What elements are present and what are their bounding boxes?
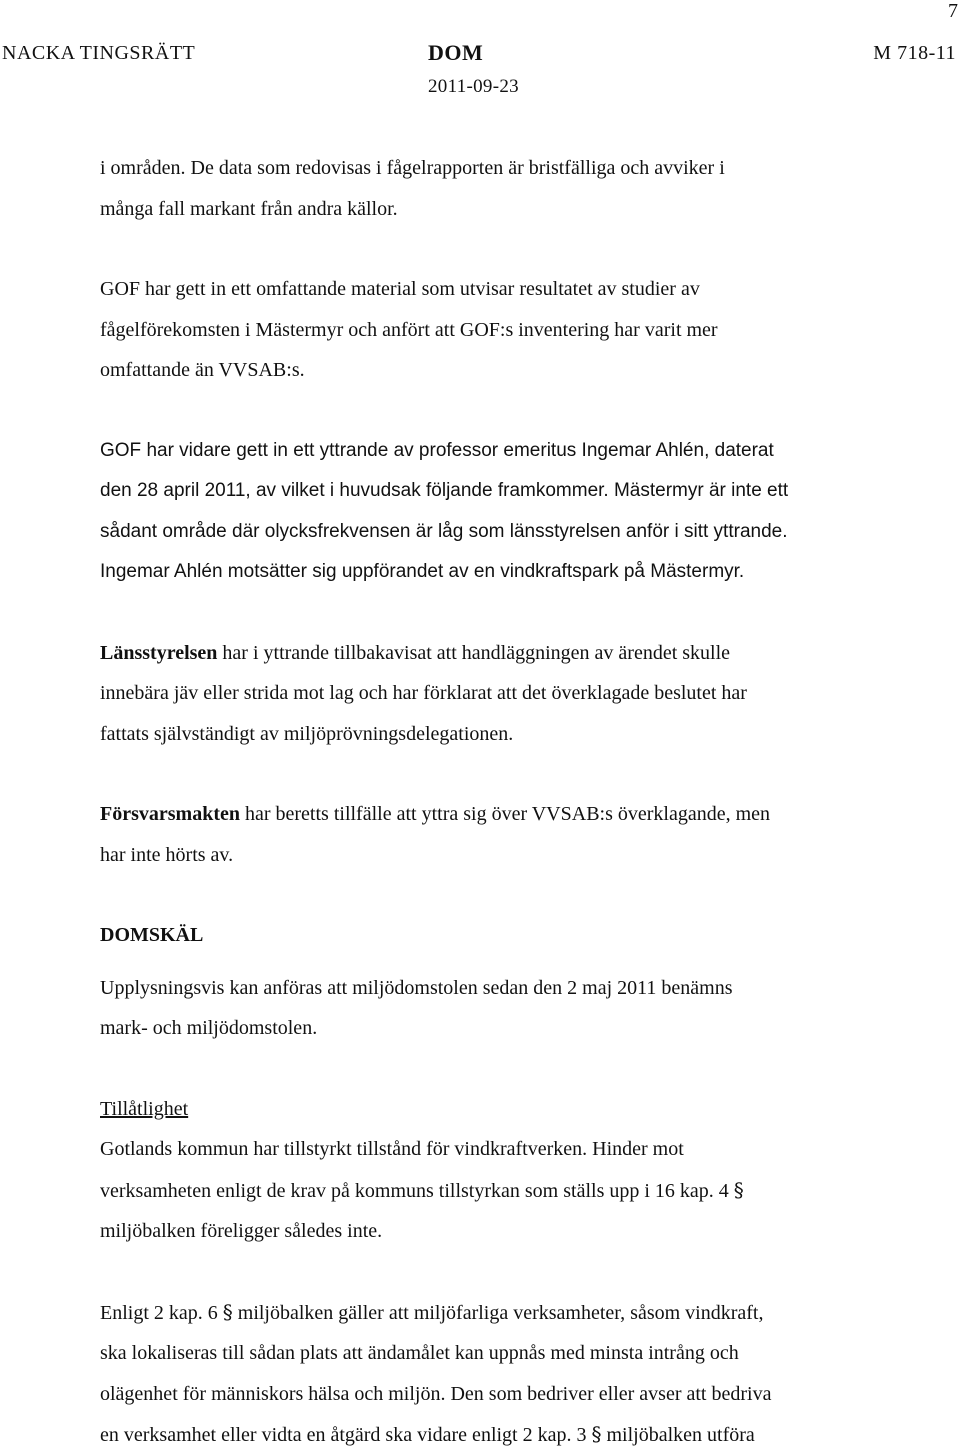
text-line: verksamheten enligt de krav på kommuns tillstyrkan som ställs upp i 16 kap. 4 bbox=[100, 1179, 729, 1202]
paragraph-localisation bbox=[100, 1292, 890, 1456]
text-line: olägenhet för människors hälsa och miljön. Den som bedriver eller avser att bedriva bbox=[100, 1382, 772, 1405]
text-line: GOF har vidare gett in ett yttrande av professor emeritus Ingemar Ahlén, daterat bbox=[100, 439, 774, 461]
paragraph-lansstyrelsen bbox=[100, 633, 890, 755]
document-date: 2011-09-23 bbox=[428, 76, 519, 97]
text-line: innebära jäv eller strida mot lag och har förklarat att det överklagade beslutet har bbox=[100, 682, 747, 704]
section-sign: § bbox=[222, 1299, 233, 1324]
section-sign: § bbox=[591, 1422, 602, 1446]
page-number: 7 bbox=[948, 0, 958, 22]
document-body bbox=[100, 148, 890, 1456]
text-line: fågelförekomsten i Mästermyr och anfört att GOF:s inventering har varit mer bbox=[100, 318, 718, 341]
text-line: Gotlands kommun har tillstyrkt tillstånd för vindkraftverken. Hinder mot bbox=[100, 1138, 684, 1160]
text-line: mark- och miljödomstolen. bbox=[100, 1017, 318, 1039]
party-name: Försvarsmakten bbox=[100, 803, 240, 825]
text-line: har beretts tillfälle att yttra sig över VVSAB:s överklagande, men bbox=[239, 803, 771, 825]
text-line: en verksamhet eller vidta en åtgärd ska vidare enligt 2 kap. 3 bbox=[100, 1424, 587, 1446]
text-line: har inte hörts av. bbox=[100, 843, 234, 866]
document-type: DOM bbox=[428, 40, 484, 65]
court-name: NACKA TINGSRÄTT bbox=[2, 42, 196, 64]
section-heading: DOMSKÄL bbox=[100, 924, 204, 946]
paragraph-birds-data bbox=[100, 148, 890, 229]
party-name: Länsstyrelsen bbox=[100, 641, 218, 664]
text-line: miljöbalken föreligger således inte. bbox=[100, 1220, 383, 1242]
text-line: miljöbalken utföra bbox=[601, 1424, 755, 1446]
text-line: den 28 april 2011, av vilket i huvudsak följande framkommer. Mästermyr är inte ett bbox=[100, 480, 789, 501]
text-line: sådant område där olycksfrekvensen är låg som länsstyrelsen anför i sitt yttrande. bbox=[100, 520, 788, 542]
document-header bbox=[0, 38, 960, 102]
subsection-heading: Tillåtlighet bbox=[100, 1097, 189, 1120]
text-line: har i yttrande tillbakavisat att handläggningen av ärendet skulle bbox=[217, 641, 731, 664]
text-line: miljöbalken gäller att miljöfarliga verksamheter, såsom vindkraft, bbox=[232, 1301, 764, 1324]
paragraph-forsvarsmakten bbox=[100, 794, 890, 875]
text-line: ska lokaliseras till sådan plats att ändamålet kan uppnås med minsta intrång och bbox=[100, 1342, 739, 1364]
text-line: i områden. De data som redovisas i fågelrapporten är bristfälliga och avviker i bbox=[100, 157, 725, 179]
case-number: M 718-11 bbox=[873, 42, 956, 64]
text-line: Upplysningsvis kan anföras att miljödomstolen sedan den 2 maj 2011 benämns bbox=[100, 976, 733, 999]
paragraph-municipality bbox=[100, 1129, 890, 1252]
section-sign: § bbox=[733, 1177, 744, 1202]
text-line: fattats självständigt av miljöprövningsdelegationen. bbox=[100, 722, 514, 745]
text-line: Ingemar Ahlén motsätter sig uppförandet av en vindkraftspark på Mästermyr. bbox=[100, 561, 745, 582]
paragraph-court-name-change bbox=[100, 968, 890, 1049]
text-line: Enligt 2 kap. 6 bbox=[100, 1301, 218, 1324]
text-line: många fall markant från andra källor. bbox=[100, 197, 398, 220]
text-line: GOF har gett in ett omfattande material som utvisar resultatet av studier av bbox=[100, 278, 700, 300]
text-line: omfattande än VVSAB:s. bbox=[100, 359, 305, 381]
paragraph-gof-material bbox=[100, 269, 890, 391]
paragraph-gof-statement bbox=[100, 431, 890, 593]
